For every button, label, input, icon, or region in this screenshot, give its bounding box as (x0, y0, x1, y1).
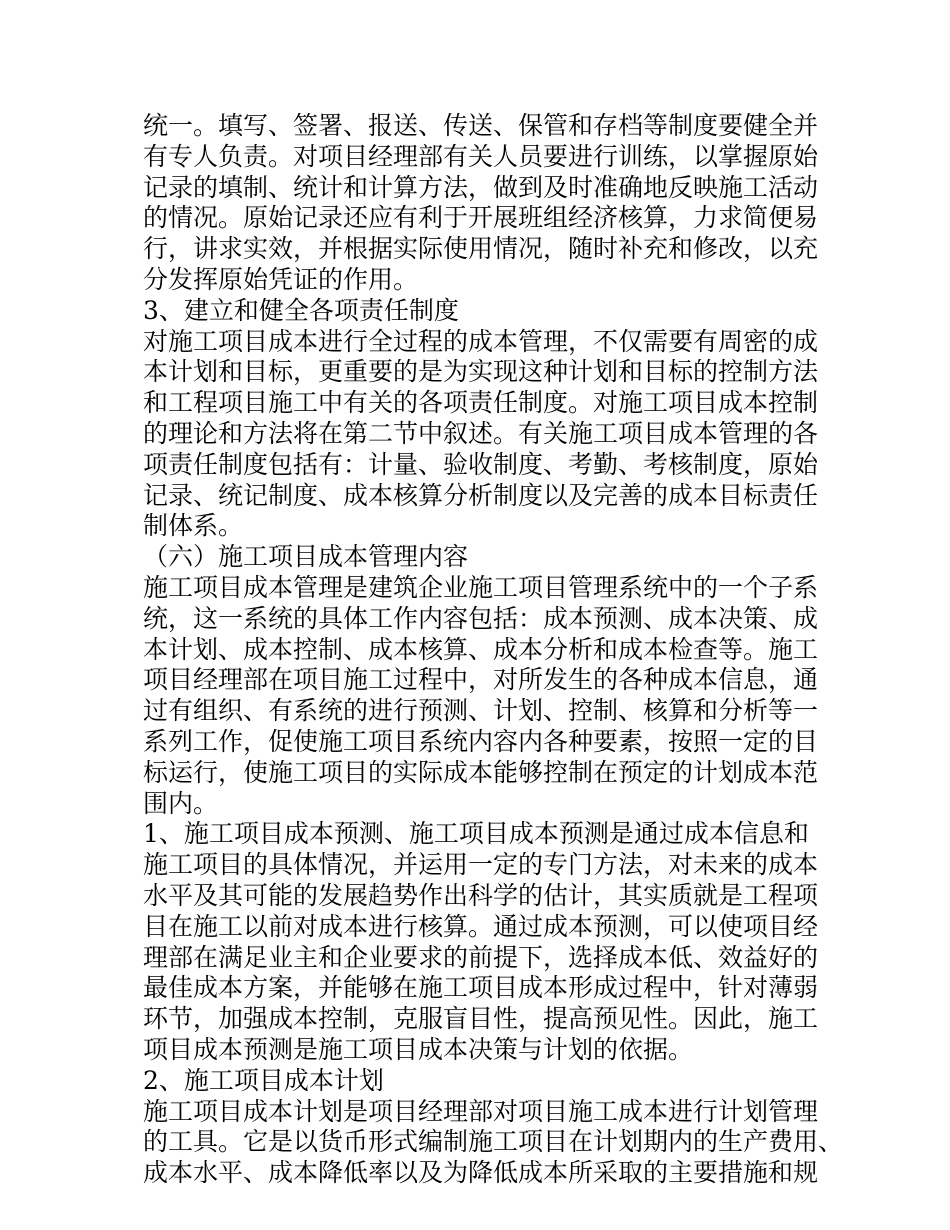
text-line: 本计划、成本控制、成本核算、成本分析和成本检查等。施工 (143, 634, 819, 664)
text-line: 水平及其可能的发展趋势作出科学的估计，其实质就是工程项 (143, 880, 819, 910)
text-line: 制体系。 (143, 511, 244, 541)
text-line: 围内。 (143, 788, 219, 818)
body-text (143, 111, 844, 1189)
text-line: 系列工作，促使施工项目系统内容内各种要素，按照一定的目 (143, 726, 819, 756)
text-line: 的情况。原始记录还应有利于开展班组经济核算，力求简便易 (143, 203, 819, 233)
text-line: 施工项目的具体情况，并运用一定的专门方法，对未来的成本 (143, 850, 819, 880)
text-line: 环节，加强成本控制，克服盲目性，提高预见性。因此，施工 (143, 1004, 819, 1034)
text-line: 的理论和方法将在第二节中叙述。有关施工项目成本管理的各 (143, 418, 819, 448)
text-line: 目在施工以前对成本进行核算。通过成本预测，可以使项目经 (143, 911, 819, 941)
text-line: 1、施工项目成本预测、施工项目成本预测是通过成本信息和 (143, 819, 809, 849)
text-line: 统一。填写、签署、报送、传送、保管和存档等制度要健全并 (143, 111, 819, 140)
text-line: 记录的填制、统计和计算方法，做到及时准确地反映施工活动 (143, 172, 819, 202)
text-line: 的工具。它是以货币形式编制施工项目在计划期内的生产费用、 (143, 1127, 844, 1157)
text-line: 对施工项目成本进行全过程的成本管理，不仅需要有周密的成 (143, 326, 819, 356)
text-line: 行，讲求实效，并根据实际使用情况，随时补充和修改，以充 (143, 234, 819, 264)
text-line: 项目成本预测是施工项目成本决策与计划的依据。 (143, 1034, 694, 1064)
text-line: 分发挥原始凭证的作用。 (143, 264, 419, 294)
text-line: 最佳成本方案，并能够在施工项目成本形成过程中，针对薄弱 (143, 973, 819, 1003)
text-line: 有专人负责。对项目经理部有关人员要进行训练，以掌握原始 (143, 141, 819, 171)
text-line: 理部在满足业主和企业要求的前提下，选择成本低、效益好的 (143, 942, 819, 972)
section-heading: （六）施工项目成本管理内容 (143, 542, 469, 572)
section-heading: 2、施工项目成本计划 (143, 1065, 384, 1095)
text-line: 和工程项目施工中有关的各项责任制度。对施工项目成本控制 (143, 388, 819, 418)
text-line: 项责任制度包括有：计量、验收制度、考勤、考核制度，原始 (143, 449, 819, 479)
section-heading: 3、建立和健全各项责任制度 (143, 295, 459, 325)
text-line: 项目经理部在项目施工过程中，对所发生的各种成本信息，通 (143, 665, 819, 695)
text-line: 记录、统记制度、成本核算分析制度以及完善的成本目标责任 (143, 480, 819, 510)
text-line: 过有组织、有系统的进行预测、计划、控制、核算和分析等一 (143, 696, 819, 726)
text-line: 成本水平、成本降低率以及为降低成本所采取的主要措施和规 (143, 1158, 819, 1188)
text-line: 施工项目成本管理是建筑企业施工项目管理系统中的一个子系 (143, 572, 819, 602)
text-line: 施工项目成本计划是项目经理部对项目施工成本进行计划管理 (143, 1096, 819, 1126)
text-line: 本计划和目标，更重要的是为实现这种计划和目标的控制方法 (143, 357, 819, 387)
text-line: 标运行，使施工项目的实际成本能够控制在预定的计划成本范 (143, 757, 819, 787)
text-line: 统，这一系统的具体工作内容包括：成本预测、成本决策、成 (143, 603, 819, 633)
